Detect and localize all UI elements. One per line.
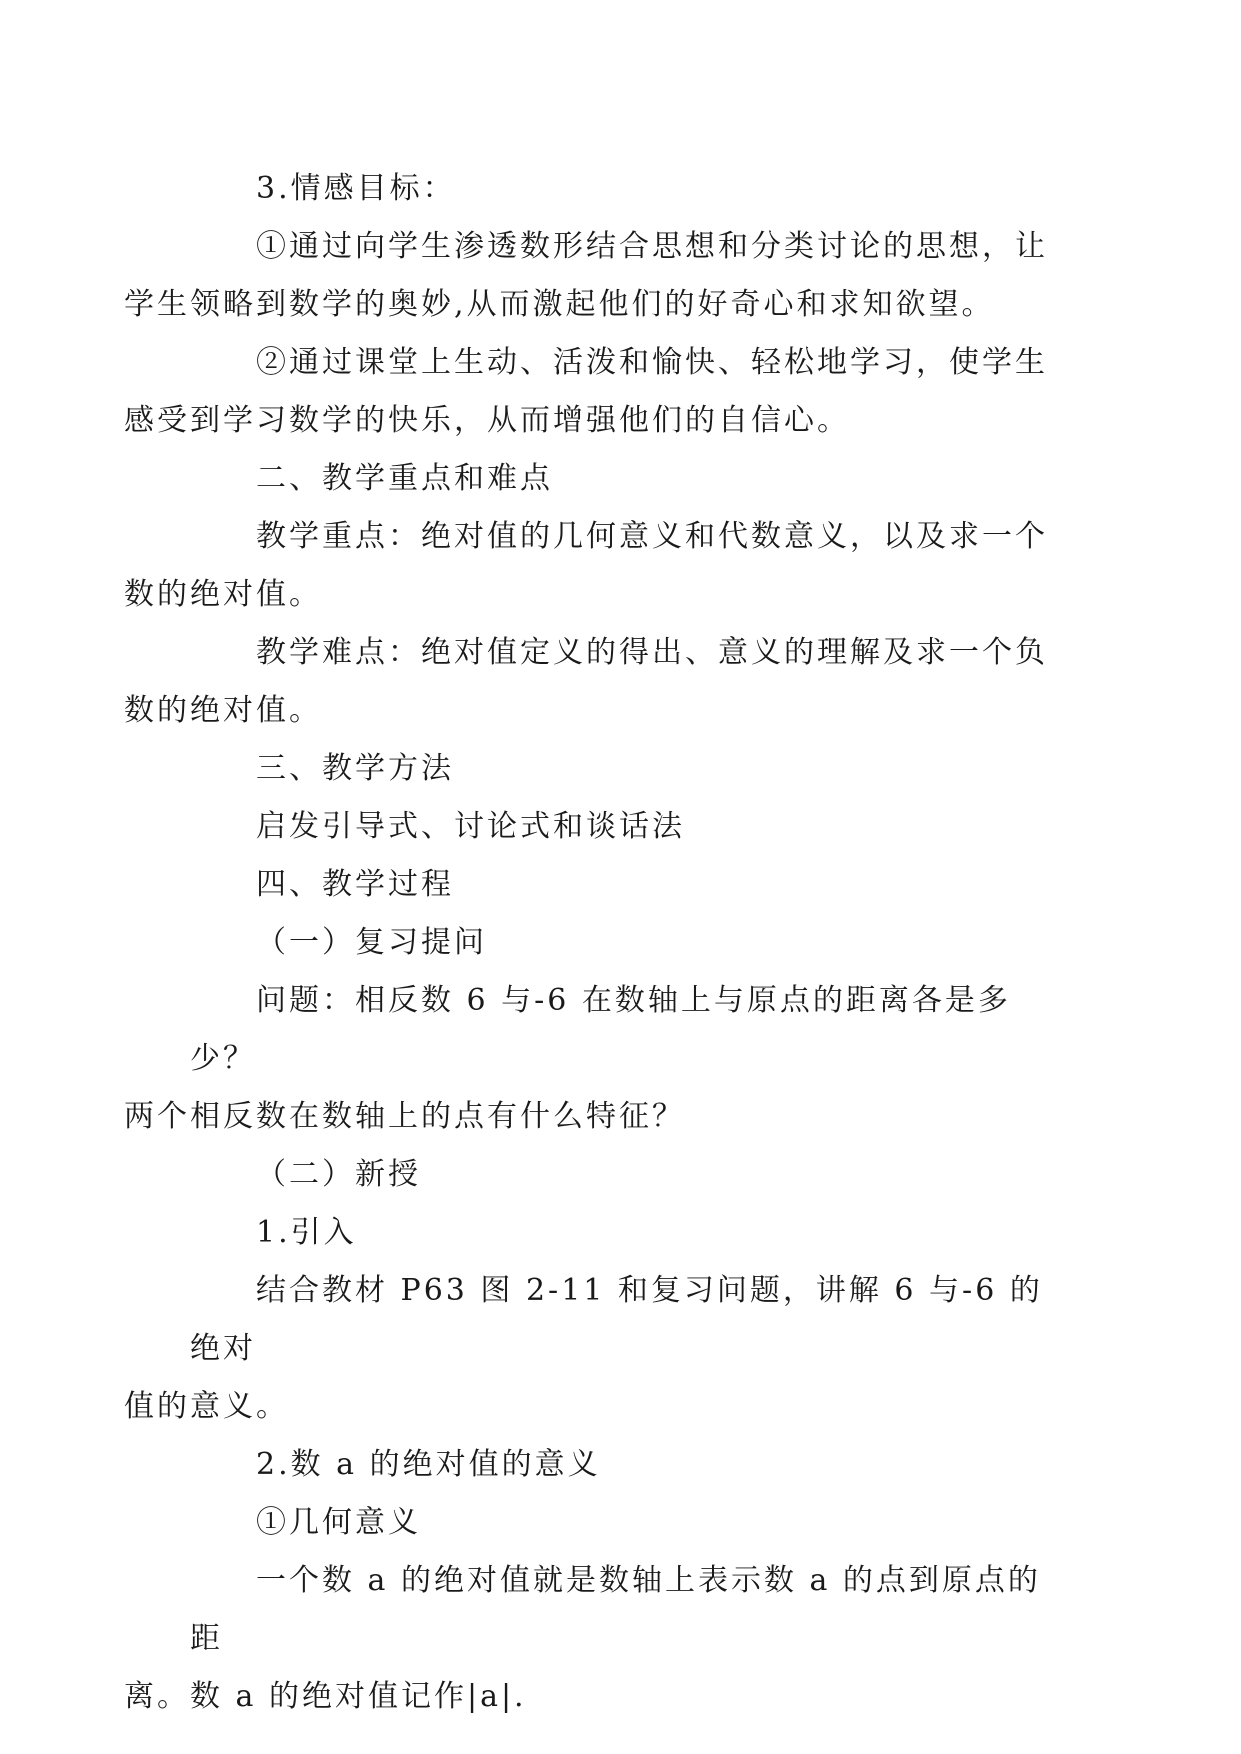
- paragraph-review-question: 问题：相反数 6 与-6 在数轴上与原点的距离各是多少？ 两个相反数在数轴上的点有什么特征？: [124, 983, 1011, 1134]
- subsection-heading-review: （一）复习提问: [256, 925, 487, 960]
- paragraph-key-point: 教学重点：绝对值的几何意义和代数意义，以及求一个 数的绝对值。: [124, 519, 1048, 612]
- paragraph-difficult-point: 教学难点：绝对值定义的得出、意义的理解及求一个负 数的绝对值。: [124, 635, 1048, 728]
- paragraph-introduction: 结合教材 P63 图 2-11 和复习问题，讲解 6 与-6 的绝对 值的意义。: [124, 1273, 1043, 1424]
- subsection-heading-new-lesson: （二）新授: [256, 1157, 421, 1192]
- section-heading-teaching-method: 三、教学方法: [256, 751, 454, 786]
- item-heading-absolute-value-meaning: 2.数 a 的绝对值的意义: [256, 1447, 601, 1482]
- section-heading-key-points: 二、教学重点和难点: [256, 461, 553, 496]
- paragraph-teaching-method: 启发引导式、讨论式和谈话法: [256, 809, 685, 844]
- item-heading-introduction: 1.引入: [256, 1215, 357, 1250]
- paragraph-goal-2: ②通过课堂上生动、活泼和愉快、轻松地学习，使学生 感受到学习数学的快乐，从而增强他们的自信心。: [124, 345, 1048, 438]
- paragraph-geometric-definition: 一个数 a 的绝对值就是数轴上表示数 a 的点到原点的距 离。数 a 的绝对值记作|a|.: [124, 1563, 1041, 1714]
- paragraph-goal-1: ①通过向学生渗透数形结合思想和分类讨论的思想，让 学生领略到数学的奥妙,从而激起他们的好奇心和求知欲望。: [124, 229, 1048, 322]
- section-heading-teaching-process: 四、教学过程: [256, 867, 454, 902]
- document-body: [124, 160, 1050, 1726]
- paragraph-emotional-goals-heading: 3.情感目标：: [256, 171, 456, 206]
- item-heading-geometric-meaning: ①几何意义: [256, 1505, 421, 1540]
